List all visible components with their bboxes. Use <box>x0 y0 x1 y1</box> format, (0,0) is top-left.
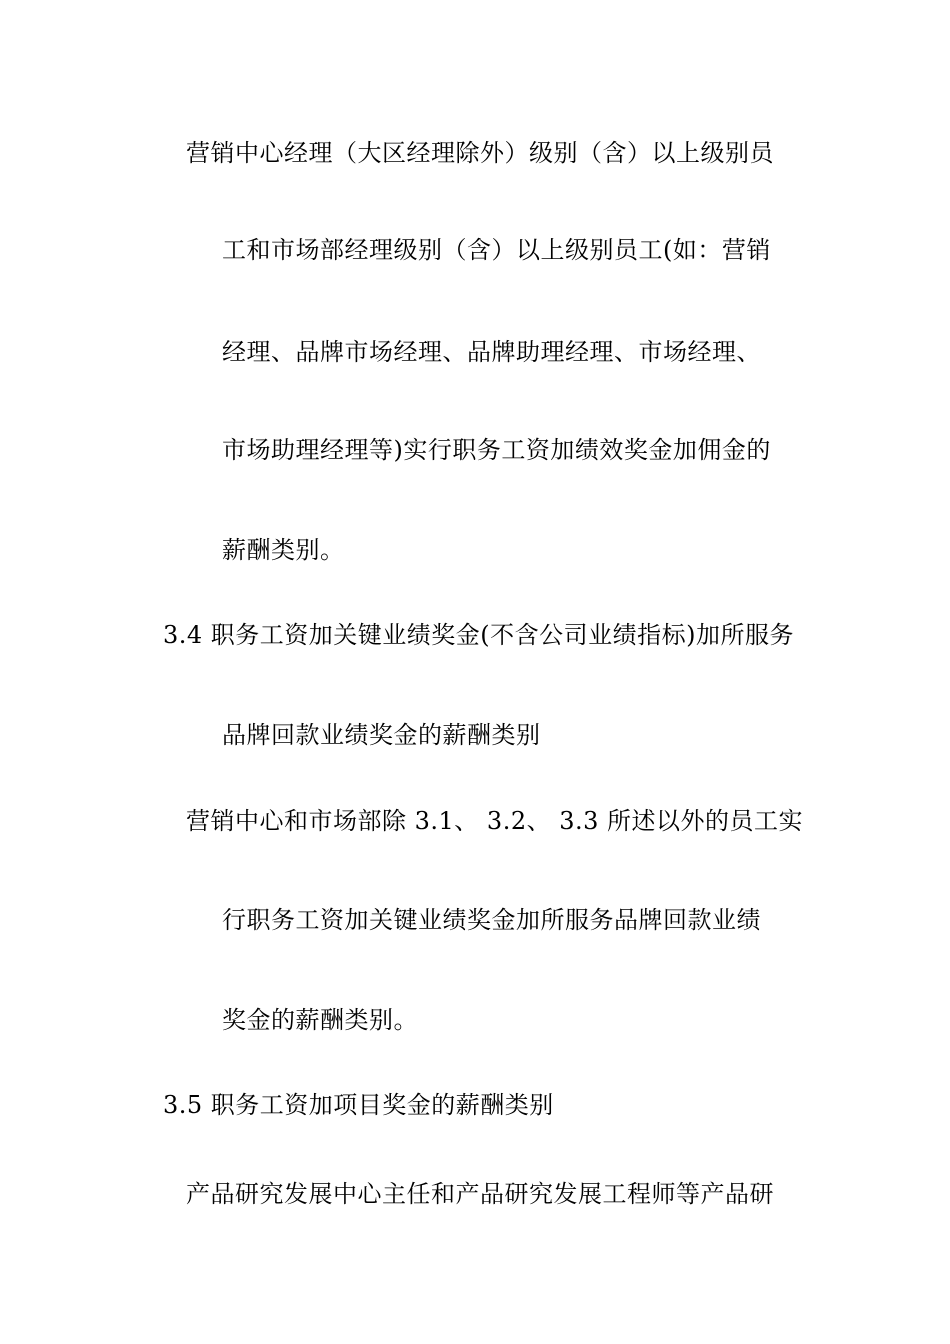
paragraph-line-4: 市场助理经理等)实行职务工资加绩效奖金加佣金的 <box>222 436 771 464</box>
section-heading-3-5: 3.5 职务工资加项目奖金的薪酬类别 <box>163 1091 554 1119</box>
paragraph-line-7: 行职务工资加关键业绩奖金加所服务品牌回款业绩 <box>222 906 761 934</box>
section-heading-3-4: 3.4 职务工资加关键业绩奖金(不含公司业绩指标)加所服务 <box>163 621 795 649</box>
paragraph-line-1: 营销中心经理（大区经理除外）级别（含）以上级别员 <box>186 139 774 167</box>
paragraph-line-8: 奖金的薪酬类别。 <box>222 1006 418 1034</box>
paragraph-line-2: 工和市场部经理级别（含）以上级别员工(如：营销 <box>222 236 771 264</box>
paragraph-line-5: 薪酬类别。 <box>222 536 345 564</box>
section-heading-3-4-cont: 品牌回款业绩奖金的薪酬类别 <box>222 721 541 749</box>
paragraph-line-6: 营销中心和市场部除 3.1、 3.2、 3.3 所述以外的员工实 <box>186 807 804 835</box>
paragraph-line-3: 经理、品牌市场经理、品牌助理经理、市场经理、 <box>222 338 761 366</box>
paragraph-line-9: 产品研究发展中心主任和产品研究发展工程师等产品研 <box>186 1180 774 1208</box>
